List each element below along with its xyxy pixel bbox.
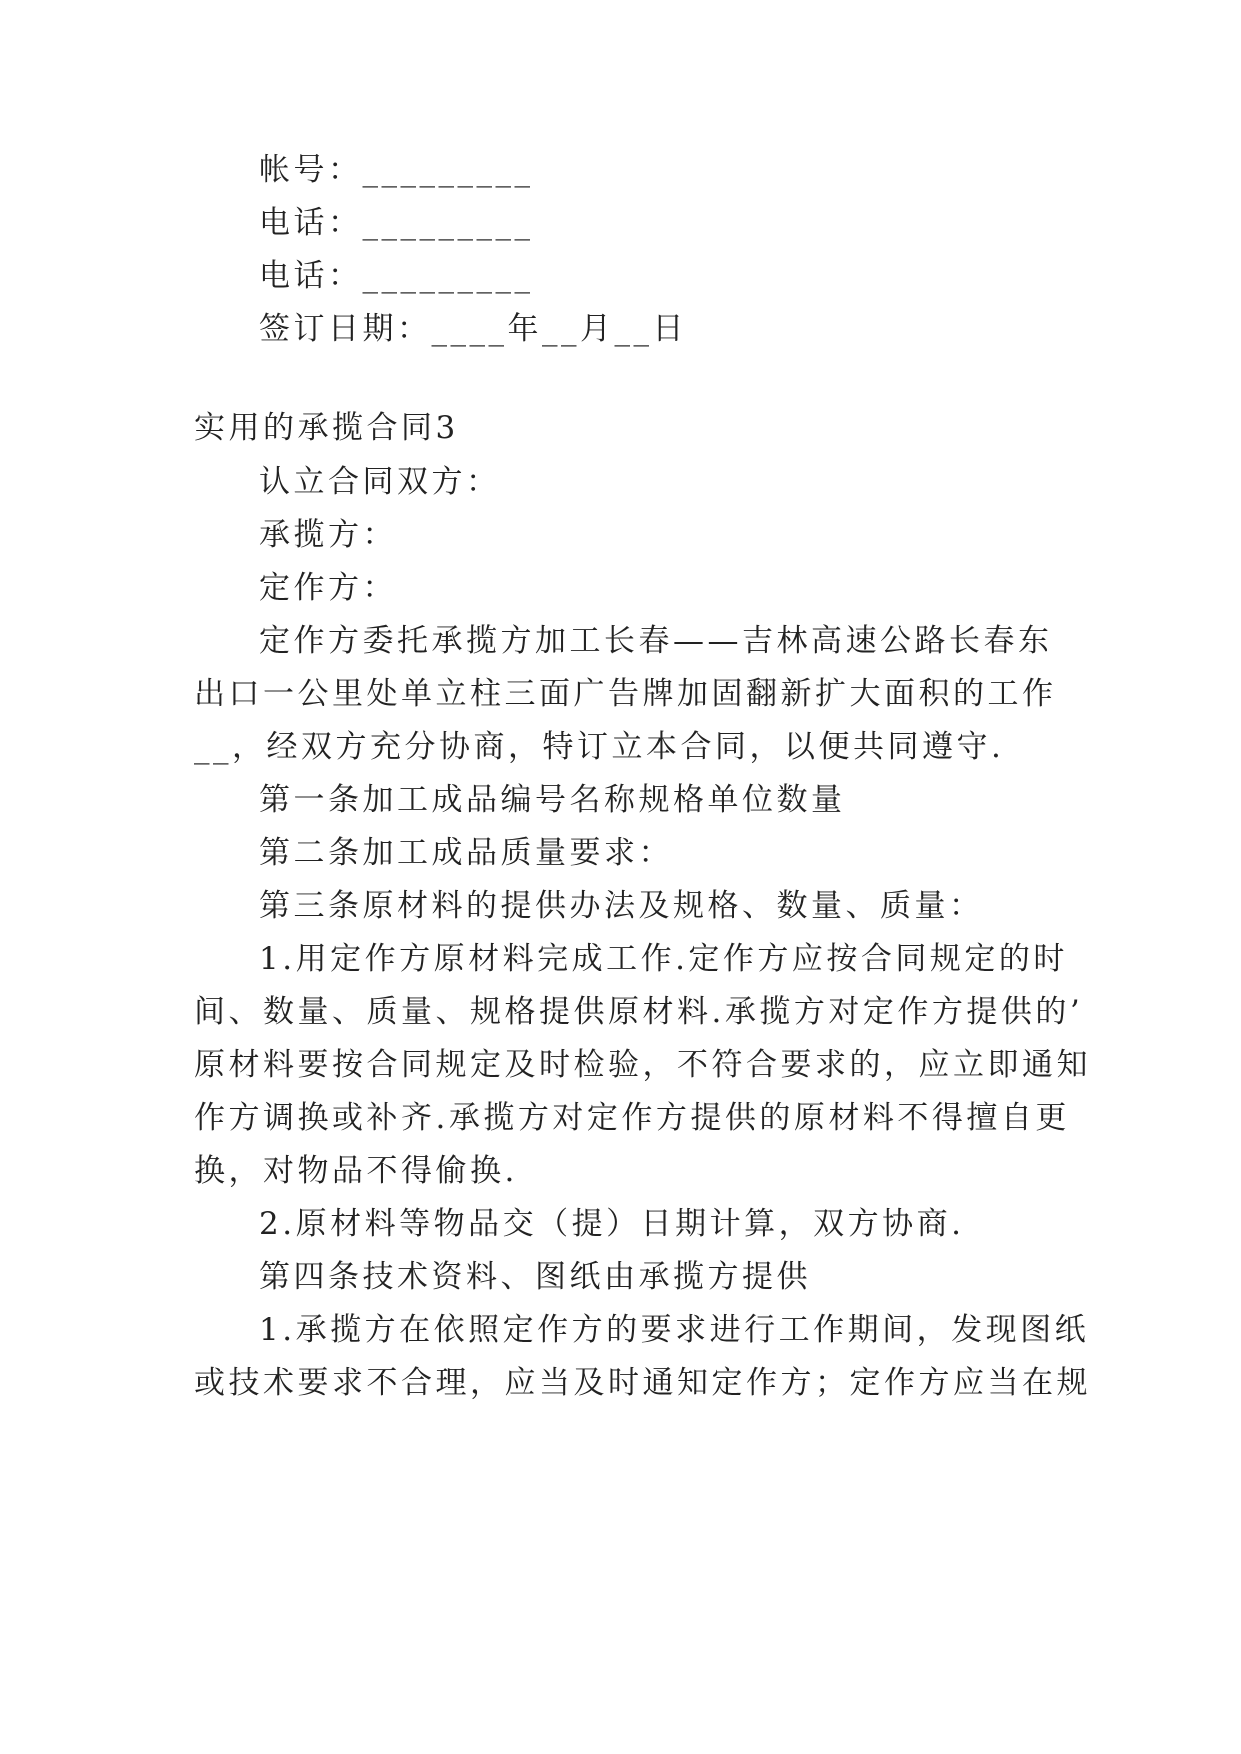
paragraph-line: 或技术要求不合理，应当及时通知定作方；定作方应当在规 [194, 1365, 1091, 1401]
section-title: 实用的承揽合同3 [194, 410, 459, 446]
paragraph-line: 2.原材料等物品交（提）日期计算，双方协商. [259, 1206, 965, 1242]
paragraph-line: 作方调换或补齐.承揽方对定作方提供的原材料不得擅自更 [194, 1100, 1070, 1136]
paragraph-line: 第一条加工成品编号名称规格单位数量 [259, 782, 846, 818]
paragraph-line: 1.用定作方原材料完成工作.定作方应按合同规定的时 [259, 941, 1068, 977]
sign-date-line: 签订日期：____年__月__日 [259, 311, 687, 347]
paragraph-line: 定作方委托承揽方加工长春——吉林高速公路长春东 [259, 623, 1053, 659]
paragraph-line: 第四条技术资料、图纸由承揽方提供 [259, 1259, 811, 1295]
paragraph-line: 1.承揽方在依照定作方的要求进行工作期间，发现图纸 [259, 1312, 1090, 1348]
paragraph-line: 原材料要按合同规定及时检验，不符合要求的，应立即通知 [194, 1047, 1091, 1083]
paragraph-line: 换，对物品不得偷换. [194, 1153, 518, 1189]
paragraph-line: 出口一公里处单立柱三面广告牌加固翻新扩大面积的工作 [194, 676, 1057, 712]
paragraph-line: __，经双方充分协商，特订立本合同，以便共同遵守. [194, 729, 1005, 765]
paragraph-line: 第二条加工成品质量要求： [259, 835, 673, 871]
paragraph-line: 间、数量、质量、规格提供原材料.承揽方对定作方提供的’ [194, 994, 1084, 1030]
phone-line: 电话：_________ [259, 205, 534, 241]
paragraph-line: 认立合同双方： [259, 464, 501, 500]
paragraph-line: 第三条原材料的提供办法及规格、数量、质量： [259, 888, 984, 924]
phone-line: 电话：_________ [259, 258, 534, 294]
paragraph-line: 定作方： [259, 570, 397, 606]
paragraph-line: 承揽方： [259, 517, 397, 553]
account-line: 帐号：_________ [259, 152, 534, 188]
